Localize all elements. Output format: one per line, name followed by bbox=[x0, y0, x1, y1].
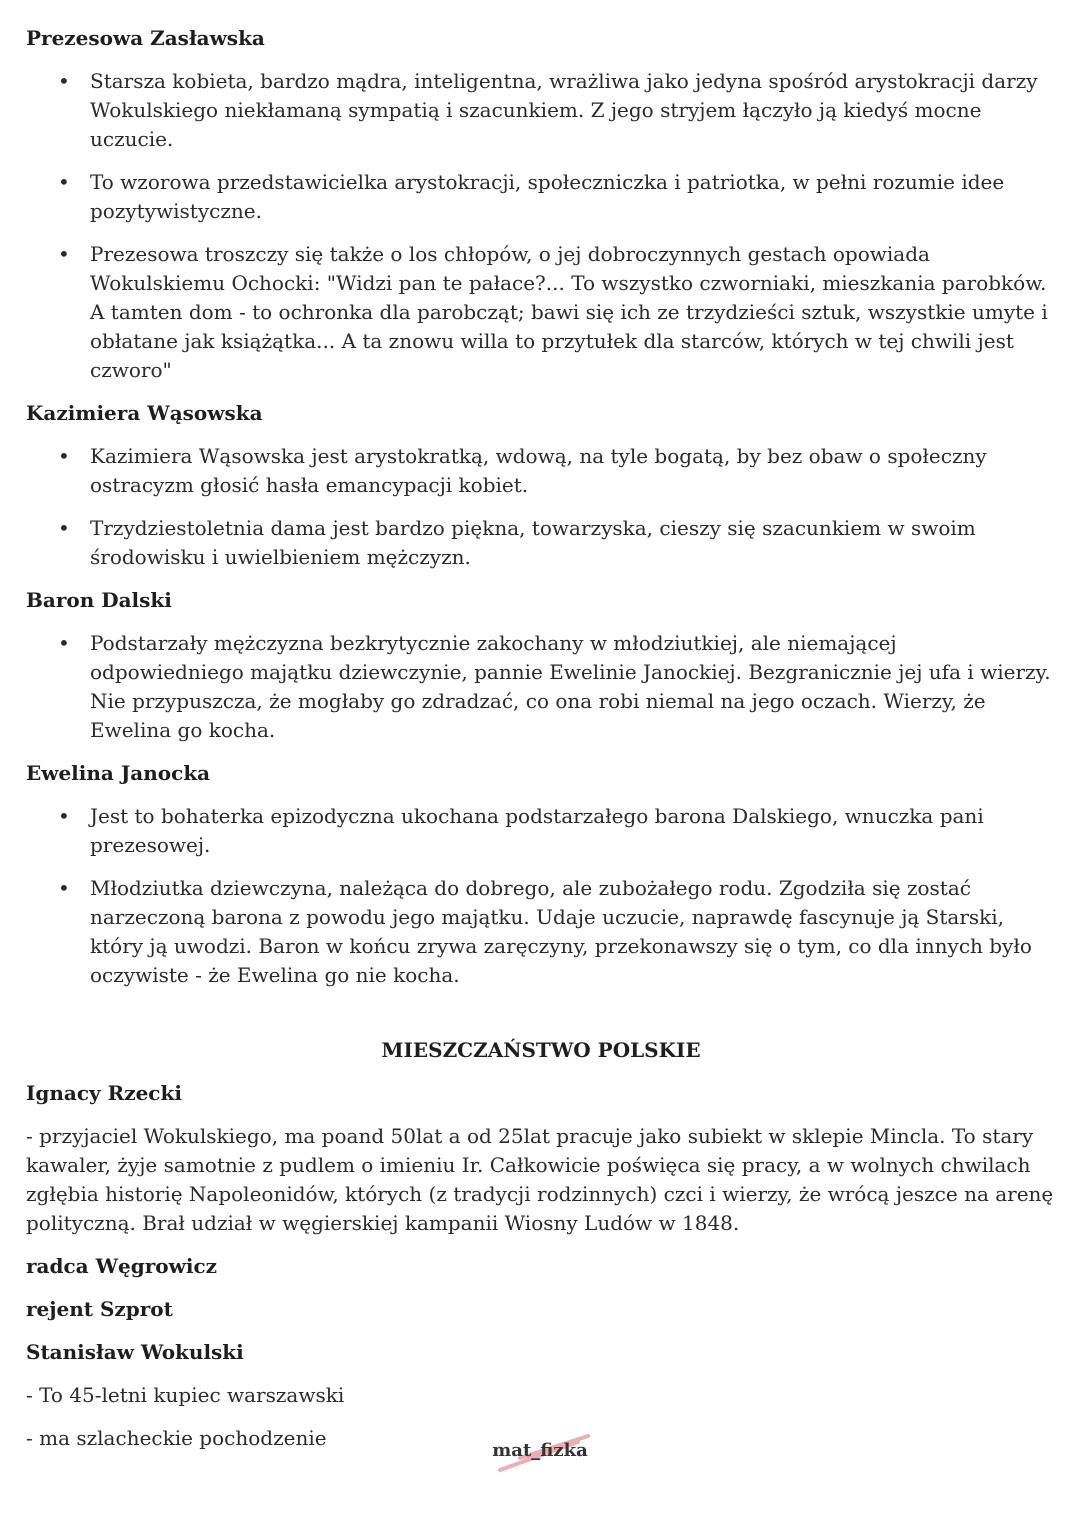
list-item-text: Prezesowa troszczy się także o los chłopów, o jej dobroczynnych gestach opowiada Wokulskiemu Ochocki: "Widzi pan te pałace?... To wszystko czworniaki, mieszkania parobków. A tamten dom - to ochronka dla parobcząt; bawi się ich ze trzydzieści sztuk, wszystkie umyte i obłatane jak książątka... A ta znowu willa to przytułek dla starców, których w tej chwili jest czworo" bbox=[90, 242, 1048, 382]
bullet-icon: • bbox=[58, 876, 70, 900]
heading-ignacy-rzecki: Ignacy Rzecki bbox=[26, 1081, 182, 1105]
bullet-icon: • bbox=[58, 444, 70, 468]
list-item-text: Starsza kobieta, bardzo mądra, inteligentna, wrażliwa jako jedyna spośród arystokracji darzy Wokulskiego niekłamaną sympatią i szacunkiem. Z jego stryjem łączyło ją kiedyś mocne uczucie. bbox=[90, 69, 1038, 151]
heading-radca-wegrowicz: radca Węgrowicz bbox=[26, 1254, 217, 1278]
list-item bbox=[26, 514, 1056, 572]
list-item bbox=[26, 874, 1056, 990]
bullet-icon: • bbox=[58, 170, 70, 194]
logo bbox=[460, 1428, 620, 1476]
list-item-text: Młodziutka dziewczyna, należąca do dobrego, ale zubożałego rodu. Zgodziła się zostać narzeczoną barona z powodu jego majątku. Udaje uczucie, naprawdę fascynuje ją Starski, który ją uwodzi. Baron w końcu zrywa zaręczyny, przekonawszy się o tym, co dla innych było oczywiste - że Ewelina go nie kocha. bbox=[90, 876, 1032, 987]
list-item-text: Podstarzały mężczyzna bezkrytycznie zakochany w młodziutkiej, ale niemającej odpowiedniego majątku dziewczynie, pannie Ewelinie Janockiej. Bezgranicznie jej ufa i wierzy. Nie przypuszcza, że mogłaby go zdradzać, co ona robi niemal na jego oczach. Wierzy, że Ewelina go kocha. bbox=[90, 631, 1051, 742]
list-item-text: Kazimiera Wąsowska jest arystokratką, wdową, na tyle bogatą, by bez obaw o społeczny ostracyzm głosić hasła emancypacji kobiet. bbox=[90, 444, 987, 497]
bullet-icon: • bbox=[58, 69, 70, 93]
paragraph-wokulski-line-1: - To 45-letni kupiec warszawski bbox=[26, 1383, 345, 1407]
list-item-text: Jest to bohaterka epizodyczna ukochana podstarzałego barona Dalskiego, wnuczka pani prezesowej. bbox=[90, 804, 984, 857]
list-item bbox=[26, 629, 1056, 745]
bullet-list-prezesowa bbox=[26, 67, 1056, 385]
list-item-text: To wzorowa przedstawicielka arystokracji, społeczniczka i patriotka, w pełni rozumie idee pozytywistyczne. bbox=[90, 170, 1005, 223]
section-title-mieszczanstwo: MIESZCZAŃSTWO POLSKIE bbox=[381, 1038, 701, 1062]
list-item bbox=[26, 442, 1056, 500]
bullet-icon: • bbox=[58, 631, 70, 655]
footer bbox=[0, 1428, 1080, 1480]
heading-rejent-szprot: rejent Szprot bbox=[26, 1297, 173, 1321]
bullet-list-dalski bbox=[26, 629, 1056, 745]
list-item bbox=[26, 67, 1056, 154]
heading-baron-dalski: Baron Dalski bbox=[26, 588, 172, 612]
paragraph-rzecki: - przyjaciel Wokulskiego, ma poand 50lat a od 25lat pracuje jako subiekt w sklepie Mincla. To stary kawaler, żyje samotnie z pudlem o imieniu Ir. Całkowicie poświęca się pracy, a w wolnych chwilach zgłębia historię Napoleonidów, których (z tradycji rodzinnych) czci i wierzy, że wrócą jeszce na arenę polityczną. Brał udział w węgierskiej kampanii Wiosny Ludów w 1848. bbox=[26, 1124, 1054, 1235]
bullet-icon: • bbox=[58, 516, 70, 540]
heading-ewelina-janocka: Ewelina Janocka bbox=[26, 761, 211, 785]
list-item bbox=[26, 168, 1056, 226]
bullet-list-wasowska bbox=[26, 442, 1056, 572]
list-item bbox=[26, 802, 1056, 860]
list-item bbox=[26, 240, 1056, 385]
document-page bbox=[26, 24, 1056, 1467]
heading-stanislaw-wokulski: Stanisław Wokulski bbox=[26, 1340, 244, 1364]
list-item-text: Trzydziestoletnia dama jest bardzo piękna, towarzyska, cieszy się szacunkiem w swoim środowisku i uwielbieniem mężczyzn. bbox=[90, 516, 976, 569]
paragraph-wokulski-line-2: - ma szlacheckie pochodzenie bbox=[26, 1426, 327, 1450]
bullet-icon: • bbox=[58, 804, 70, 828]
heading-prezesowa-zaslawska: Prezesowa Zasławska bbox=[26, 26, 265, 50]
bullet-icon: • bbox=[58, 242, 70, 266]
heading-kazimiera-wasowska: Kazimiera Wąsowska bbox=[26, 401, 263, 425]
logo-text: mat_fizka bbox=[492, 1440, 588, 1461]
bullet-list-janocka bbox=[26, 802, 1056, 990]
